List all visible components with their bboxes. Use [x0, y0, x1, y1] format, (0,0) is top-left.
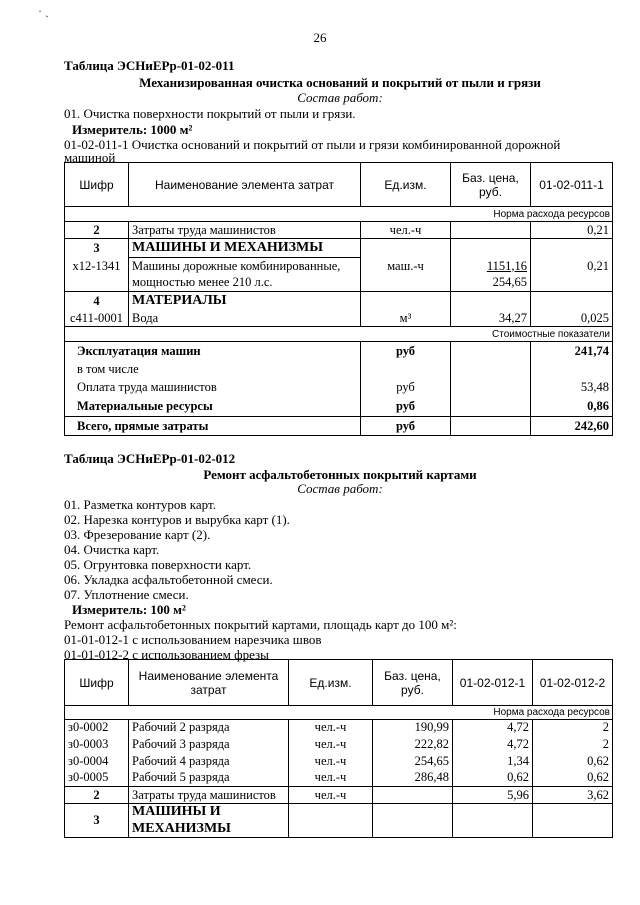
norm-label: Норма расхода ресурсов [65, 706, 613, 720]
table-row [65, 258, 613, 275]
header-col1: 01-02-012-1 [453, 660, 533, 706]
row-value-2: 0,62 [533, 753, 613, 770]
section-row [65, 292, 613, 311]
summary-name: Оплата труда машинистов [65, 378, 361, 398]
table2-heading: Ремонт асфальтобетонных покрытий картами [203, 467, 477, 482]
row-value: 0,21 [531, 222, 613, 239]
section-name: МАШИНЫ И [129, 804, 289, 821]
header-unit: Ед.изм. [361, 163, 451, 207]
header-unit: Ед.изм. [289, 660, 373, 706]
row-unit: м³ [361, 311, 451, 327]
row-name-cont: мощностью менее 210 л.с. [129, 275, 361, 292]
work-item: 07. Уплотнение смеси. [64, 587, 189, 602]
table2-desc-line3: 01-01-012-2 с использованием фрезы [64, 647, 269, 662]
row-value-2: 3,62 [533, 787, 613, 804]
table1-desc-line2: машиной [64, 150, 116, 165]
summary-row [65, 417, 613, 436]
work-item: 06. Укладка асфальтобетонной смеси. [64, 572, 273, 587]
summary-unit: руб [361, 378, 451, 398]
table1-meter: Измеритель: 1000 м² [72, 122, 193, 137]
table2-title: Таблица ЭСНиЕРр-01-02-012 [64, 451, 236, 466]
header-name: Наименование элемента затрат [129, 660, 289, 706]
row-name: Затраты труда машинистов [129, 222, 361, 239]
header-price: Баз. цена, руб. [373, 660, 453, 706]
table1-work-item: 01. Очистка поверхности покрытий от пыли и грязи. [64, 106, 356, 121]
row-price-secondary: 254,65 [451, 275, 531, 292]
table-row [65, 311, 613, 327]
cost-label: Стоимостные показатели [65, 327, 613, 342]
row-value-1: 4,72 [453, 720, 533, 736]
row-unit: чел.-ч [361, 222, 451, 239]
section-row [65, 239, 613, 258]
header-price: Баз. цена, руб. [451, 163, 531, 207]
scan-specks: · ˎ [38, 4, 49, 18]
row-value: 0,025 [531, 311, 613, 327]
work-item: 03. Фрезерование карт (2). [64, 527, 211, 542]
header-col: 01-02-011-1 [531, 163, 613, 207]
table2-header-row [65, 660, 613, 706]
row-value-1: 5,96 [453, 787, 533, 804]
row-value-1: 1,34 [453, 753, 533, 770]
row-value-2: 2 [533, 736, 613, 753]
work-item: 01. Разметка контуров карт. [64, 497, 216, 512]
header-col2: 01-02-012-2 [533, 660, 613, 706]
norm-label: Норма расхода ресурсов [65, 207, 613, 222]
section-code: 3 [65, 239, 129, 258]
table2-desc-line1: Ремонт асфальтобетонных покрытий картами, площадь карт до 100 м²: [64, 617, 457, 632]
row-price [373, 787, 453, 804]
work-item: 04. Очистка карт. [64, 542, 160, 557]
header-name: Наименование элемента затрат [129, 163, 361, 207]
summary-value: 242,60 [531, 417, 613, 436]
table-row [65, 753, 613, 770]
table1-heading: Механизированная очистка оснований и покрытий от пыли и грязи [139, 75, 541, 90]
row-value-1: 4,72 [453, 736, 533, 753]
table-row [65, 720, 613, 736]
row-unit: чел.-ч [289, 736, 373, 753]
table1-work-title: Состав работ: [297, 90, 383, 105]
row-code: 2 [65, 222, 129, 239]
row-unit: чел.-ч [289, 720, 373, 736]
row-name: Вода [129, 311, 361, 327]
row-code: з0-0004 [65, 753, 129, 770]
summary-unit: руб [361, 342, 451, 361]
summary-name: в том числе [65, 361, 361, 378]
row-unit: маш.-ч [361, 258, 451, 275]
row-name: Рабочий 5 разряда [129, 770, 289, 787]
row-value-2: 2 [533, 720, 613, 736]
summary-unit: руб [361, 398, 451, 417]
row-unit: чел.-ч [289, 787, 373, 804]
table1-desc-line1: 01-02-011-1 Очистка оснований и покрытий от пыли и грязи комбинированной дорожной [64, 137, 561, 152]
row-name: Затраты труда машинистов [129, 787, 289, 804]
row-value-2: 0,62 [533, 770, 613, 787]
row-price: 254,65 [373, 753, 453, 770]
row-price: 1151,16 [486, 258, 527, 273]
row-price [451, 222, 531, 239]
summary-value: 241,74 [531, 342, 613, 361]
row-code: з0-0005 [65, 770, 129, 787]
work-item: 05. Огрунтовка поверхности карт. [64, 557, 252, 572]
row-price: 34,27 [451, 311, 531, 327]
summary-row [65, 342, 613, 361]
work-item: 02. Нарезка контуров и вырубка карт (1). [64, 512, 290, 527]
row-value-1: 0,62 [453, 770, 533, 787]
summary-name: Эксплуатация машин [65, 342, 361, 361]
section-code: 4 [65, 292, 129, 311]
row-code: 2 [65, 787, 129, 804]
summary-value: 53,48 [531, 378, 613, 398]
table1-header-row [65, 163, 613, 207]
summary-unit: руб [361, 417, 451, 436]
table1 [64, 162, 613, 436]
table-row [65, 736, 613, 753]
header-code: Шифр [65, 660, 129, 706]
row-code: х12-1341 [65, 258, 129, 275]
summary-value: 0,86 [531, 398, 613, 417]
row-unit: чел.-ч [289, 753, 373, 770]
table-row [65, 222, 613, 239]
row-name: Рабочий 4 разряда [129, 753, 289, 770]
header-code: Шифр [65, 163, 129, 207]
section-code: 3 [65, 804, 129, 838]
row-code: з0-0002 [65, 720, 129, 736]
table-row [65, 770, 613, 787]
summary-row [65, 378, 613, 398]
row-code: с411-0001 [65, 311, 129, 327]
summary-name: Всего, прямые затраты [65, 417, 361, 436]
row-code: з0-0003 [65, 736, 129, 753]
row-value: 0,21 [531, 258, 613, 275]
row-price: 286,48 [373, 770, 453, 787]
row-unit: чел.-ч [289, 770, 373, 787]
section-row [65, 804, 613, 821]
table2-work-title: Состав работ: [297, 481, 383, 496]
row-name: Машины дорожные комбинированные, [129, 258, 361, 275]
table2 [64, 659, 613, 838]
table2-meter: Измеритель: 100 м² [72, 602, 186, 617]
section-name: МАШИНЫ И МЕХАНИЗМЫ [129, 239, 361, 258]
summary-row [65, 398, 613, 417]
row-price: 190,99 [373, 720, 453, 736]
summary-row [65, 361, 613, 378]
table-row [65, 787, 613, 804]
section-name-cont: МЕХАНИЗМЫ [129, 821, 289, 838]
row-name: Рабочий 3 разряда [129, 736, 289, 753]
row-price: 222,82 [373, 736, 453, 753]
summary-name: Материальные ресурсы [65, 398, 361, 417]
table1-title: Таблица ЭСНиЕРр-01-02-011 [64, 58, 235, 73]
section-name: МАТЕРИАЛЫ [129, 292, 361, 311]
page-number: 26 [313, 30, 327, 45]
table2-desc-line2: 01-01-012-1 с использованием нарезчика швов [64, 632, 322, 647]
row-name: Рабочий 2 разряда [129, 720, 289, 736]
